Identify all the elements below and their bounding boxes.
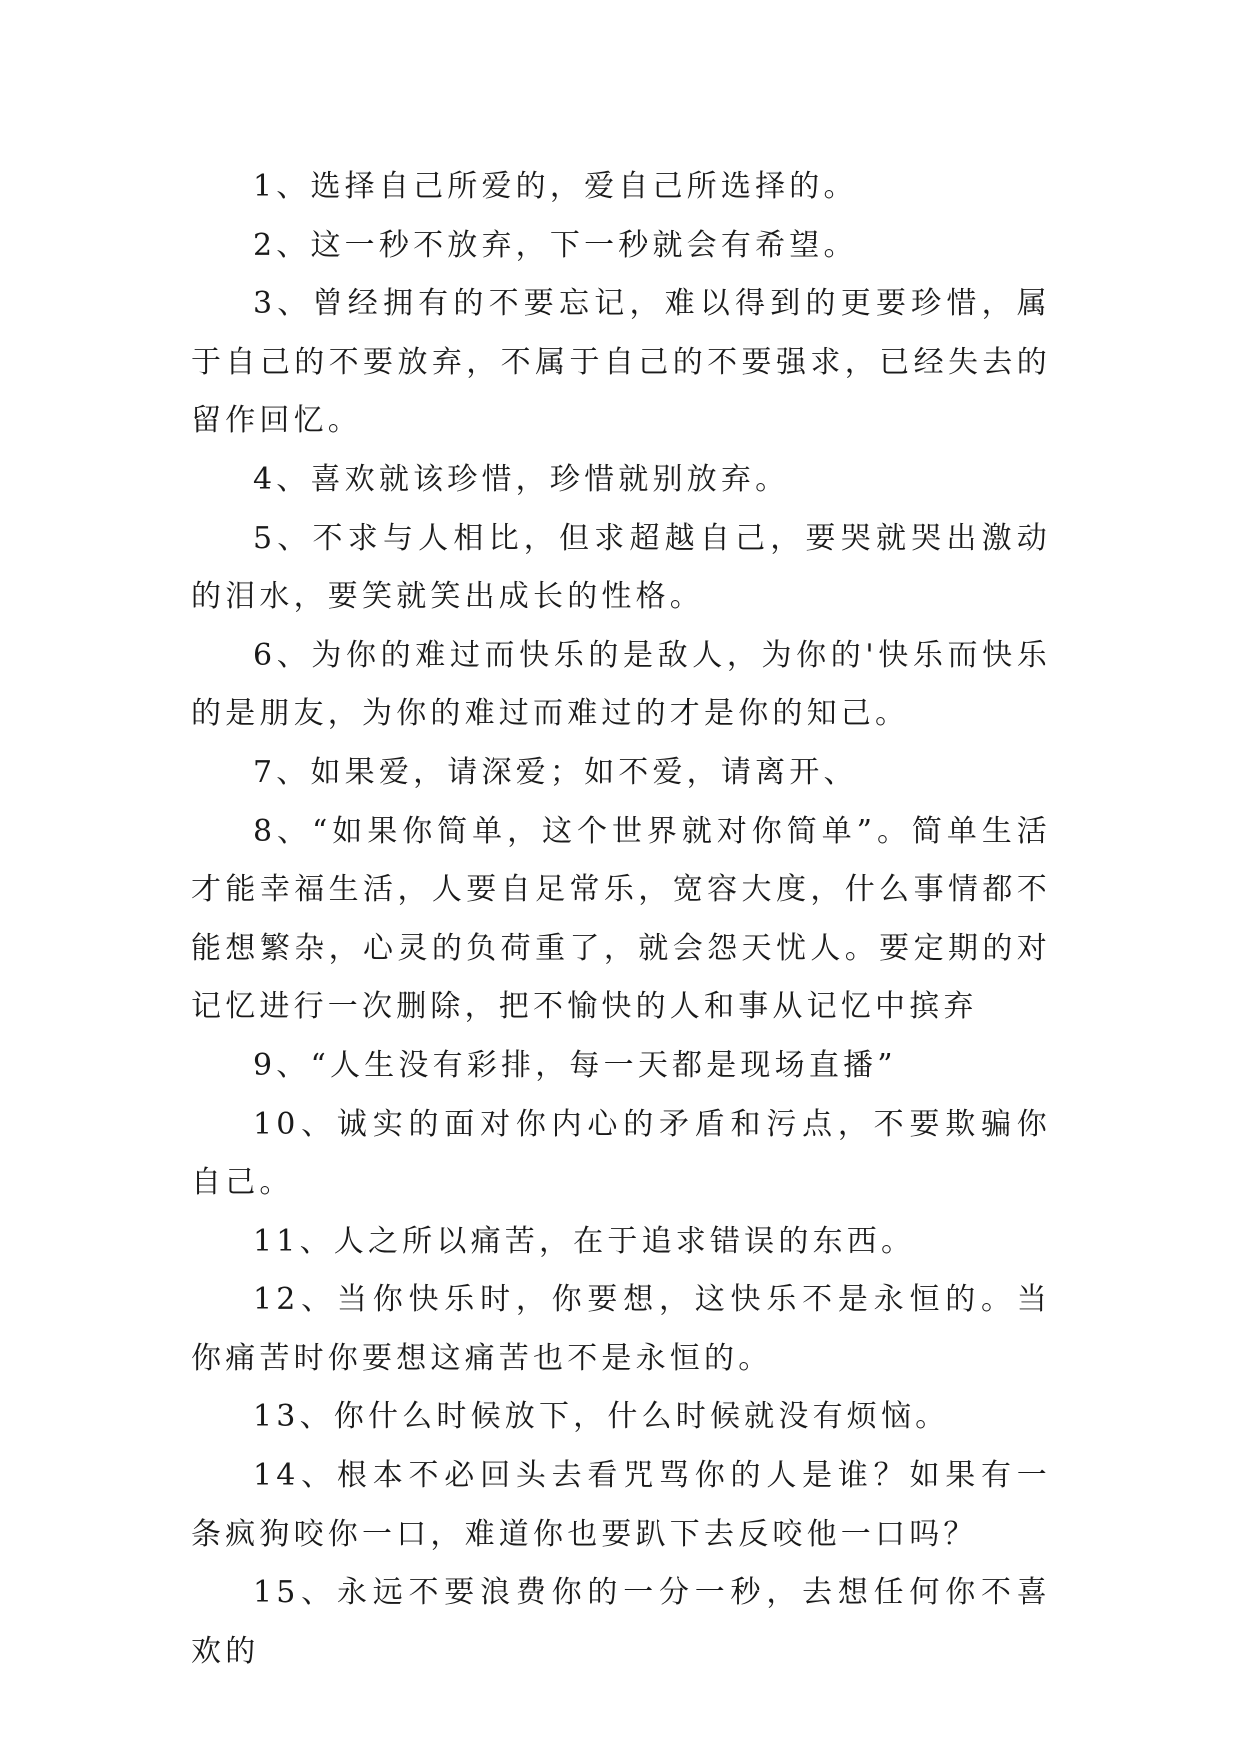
paragraph-9: 9、“人生没有彩排，每一天都是现场直播” — [253, 1047, 897, 1083]
paragraph-7: 7、如果爱，请深爱；如不爱，请离开、 — [253, 754, 858, 790]
paragraph-2: 2、这一秒不放弃，下一秒就会有希望。 — [253, 227, 858, 263]
paragraph-15: 15、永远不要浪费你的一分一秒，去想任何你不喜欢的 — [191, 1575, 1051, 1669]
paragraph-5: 5、不求与人相比，但求超越自己，要哭就哭出激动的泪水，要笑就笑出成长的性格。 — [191, 520, 1051, 615]
paragraph-14: 14、根本不必回头去看咒骂你的人是谁？如果有一条疯狗咬你一口，难道你也要趴下去反咬他一口吗？ — [191, 1458, 1051, 1552]
document-body — [191, 158, 1051, 1681]
paragraph-13: 13、你什么时候放下，什么时候就没有烦恼。 — [253, 1399, 950, 1435]
paragraph-1: 1、选择自己所爱的，爱自己所选择的。 — [253, 169, 858, 204]
paragraph-12: 12、当你快乐时，你要想，这快乐不是永恒的。当你痛苦时你要想这痛苦也不是永恒的。 — [191, 1282, 1051, 1376]
paragraph-11: 11、人之所以痛苦，在于追求错误的东西。 — [253, 1223, 916, 1259]
paragraph-6: 6、为你的难过而快乐的是敌人，为你的'快乐而快乐的是朋友，为你的难过而难过的才是你的知己。 — [191, 637, 1051, 732]
paragraph-4: 4、喜欢就该珍惜，珍惜就别放弃。 — [253, 461, 790, 497]
paragraph-8: 8、“如果你简单，这个世界就对你简单”。简单生活才能幸福生活，人要自足常乐，宽容大度，什么事情都不能想繁杂，心灵的负荷重了，就会怨天忧人。要定期的对记忆进行一次删除，把不愉快的人和事从记忆中摈弃 — [191, 813, 1051, 1025]
paragraph-10: 10、诚实的面对你内心的矛盾和污点，不要欺骗你自己。 — [191, 1106, 1051, 1201]
paragraph-3: 3、曾经拥有的不要忘记，难以得到的更要珍惜，属于自己的不要放弃，不属于自己的不要强求，已经失去的留作回忆。 — [191, 286, 1051, 439]
